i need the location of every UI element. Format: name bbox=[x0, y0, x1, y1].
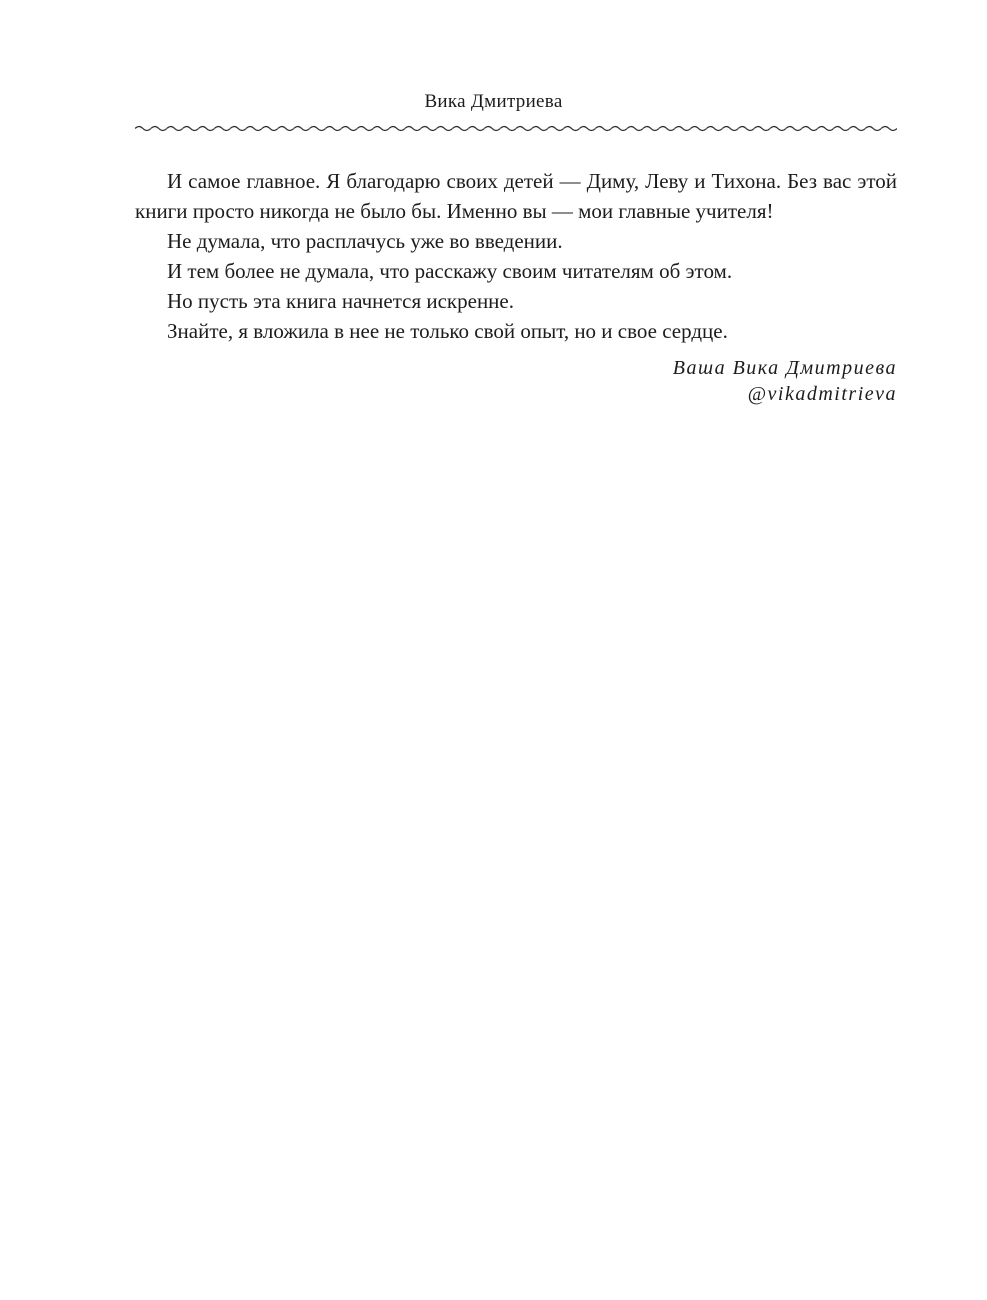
signature-handle: @vikadmitrieva bbox=[747, 383, 897, 405]
signature-name: Ваша Вика Дмитриева bbox=[672, 357, 897, 379]
body-text bbox=[135, 166, 897, 407]
paragraph: Не думала, что расплачусь уже во введении. bbox=[167, 229, 563, 253]
paragraph: И тем более не думала, что расскажу своим читателям об этом. bbox=[167, 259, 733, 283]
paragraph: Но пусть эта книга начнется искренне. bbox=[167, 289, 514, 313]
paragraph: Знайте, я вложила в нее не только свой опыт, но и свое сердце. bbox=[167, 319, 728, 343]
paragraph: И самое главное. Я благодарю своих детей — Диму, Леву и Тихона. Без вас этой книги просто никогда не было бы. Именно вы — мои главные учителя! bbox=[135, 169, 897, 223]
wavy-divider bbox=[135, 123, 897, 133]
running-head: Вика Дмитриева bbox=[424, 91, 563, 112]
author-signature bbox=[135, 355, 897, 407]
